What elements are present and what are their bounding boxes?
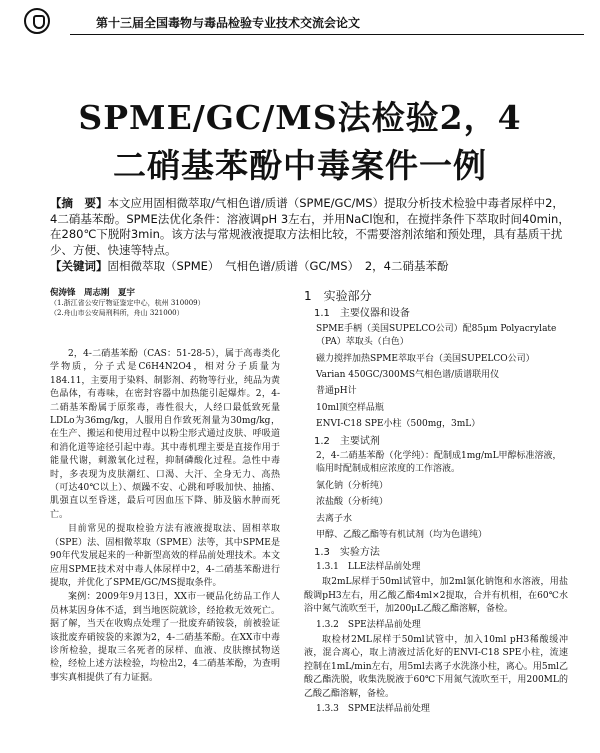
list-item: 浓盐酸（分析纯） — [316, 497, 389, 508]
list-item: 10ml顶空样品瓶 — [316, 402, 384, 413]
paper-title-line2: 二硝基苯酚中毒案件一例 — [113, 146, 487, 185]
body-paragraph: 目前常见的提取检验方法有液液提取法、固相萃取（SPE）法、固相微萃取（SPME）法等，其中SPME是90年代发展起来的一种新型高效的样品前处理技术。本文应用SPME技术对中毒人体尿样中2，4-二硝基苯酚进行提取，并优化了SPME/GC/MS提取条件。 — [50, 524, 280, 588]
list-item: 氯化钠（分析纯） — [316, 480, 389, 491]
abstract-text: 本文应用固相微萃取/气相色谱/质谱（SPME/GC/MS）提取分析技术检验中毒者尿样中2，4二硝基苯酚。SPME法优化条件：溶液调pH 3左右，并用NaCl饱和，在搅拌条件下萃取时间40min，在280℃下脱附3min。该方法与常规液液提取方法相比较，不需要溶剂浓缩和预处理，具有基质干扰少、方便、快速等特点。 — [50, 196, 570, 257]
subsection-heading: 1.3 实验方法 — [314, 546, 380, 558]
list-item: SPME手柄（美国SUPELCO公司）配85μm Polyacrylate（PA）萃取头（白色） — [316, 323, 557, 348]
keywords-tag: 【关键词】 — [50, 259, 108, 273]
seal-logo-icon — [24, 8, 50, 34]
subsection-heading: 1.1 主要仪器和设备 — [314, 308, 410, 320]
right-column — [304, 290, 568, 718]
body-paragraph: 2，4-二硝基苯酚（CAS：51-28-5），属于高毒类化学物质，分子式是C6H4N2O4，相对分子质量为184.11，主要用于染料、制影剂、药物等行业，纯品为黄色晶体，有毒味，在密封容器中加热能引起爆炸。2，4-二硝基苯酚属于原浆毒，毒性很大，人经口最低致死量LDLo为36mg/kg，人服用自作致死剂量为30mg/kg，在生产、搬运和使用过程中以粉尘形式通过皮肤、呼吸道和消化道等途径引起中毒。其中毒机理主要是直接作用于能量代谢，刺激氧化过程，抑制磷酸化过程。急性中毒时，多表现为皮肤潮红、口渴、大汗、全身无力、高热（可达40℃以上）、烦躁不安、心跳和呼吸加快、抽搐、肌强直以至昏迷，最后可因血压下降、肺及脑水肿而死亡。 — [50, 349, 280, 520]
body-paragraph: 取检材2ML尿样于50ml试管中，加入10ml pH3稀酸缓冲液，混合离心，取上清液过活化好的ENVI-C18 SPE小柱，流速控制在1mL/min左右，用5ml去离子水洗涤小柱，离心。用5ml乙酸乙酯洗脱，收集洗脱液于60℃下用氮气流吹至干，用200ML的乙酸乙酯溶解，备检。 — [304, 634, 568, 699]
keywords — [50, 258, 570, 274]
section-heading: 1 实验部分 — [304, 289, 372, 303]
author-block — [50, 288, 280, 318]
affiliation-1: （1.浙江省公安厅物证鉴定中心，杭州 310009） — [50, 299, 205, 307]
subsubsection-heading: 1.3.3 SPME法样品前处理 — [316, 703, 430, 714]
paper-title-line1: SPME/GC/MS法检验2，4 — [78, 98, 522, 137]
list-item: 磁力搅拌加热SPME萃取平台（美国SUPELCO公司） — [316, 353, 535, 364]
keywords-text: 固相微萃取（SPME） 气相色谱/质谱（GC/MS） 2，4二硝基苯酚 — [107, 259, 449, 273]
authors: 倪涛锋 周志刚 夏宇 — [50, 288, 136, 298]
header-divider — [70, 34, 584, 35]
subsection-heading: 1.2 主要试剂 — [314, 435, 380, 447]
body-paragraph: 案例：2009年9月13日，XX市一硬品化纺品工作人员林某因身体不适，到当地医院就诊，经抢救无效死亡。据了解，当天在收购点处理了一批废弃硝铵袋，前被验证该批废弃硝铵袋的来源为2，4-二硝基苯酚。在XX市中毒诊所检验，提取三名死者的尿样、血液、皮肤擦拭物送检，经检上述方法检验，均检出2，4二硝基苯酚，为查明事实真相提供了有力证据。 — [50, 592, 280, 683]
list-item: 去离子水 — [316, 513, 353, 524]
left-column — [50, 288, 280, 686]
subsubsection-heading: 1.3.1 LLE法样品前处理 — [316, 561, 421, 572]
subsubsection-heading: 1.3.2 SPE法样品前处理 — [316, 619, 421, 630]
body-paragraph: 取2mL尿样于50ml试管中，加2ml氯化钠饱和水溶液，用盐酸调pH3左右，用乙酸乙酯4ml×2提取，合并有机相，在60℃水浴中氮气流吹至干，加200μL乙酸乙酯溶解，备检。 — [304, 577, 568, 615]
running-header — [18, 8, 584, 38]
list-item: ENVI-C18 SPE小柱（500mg，3mL） — [316, 419, 481, 430]
list-item: 普通pH计 — [316, 386, 357, 397]
list-item: Varian 450GC/300MS气相色谱/质谱联用仪 — [316, 370, 500, 381]
list-item: 甲醇、乙酸乙酯等有机试剂（均为色谱纯） — [316, 530, 488, 541]
affiliation-2: （2.舟山市公安局刑科所，舟山 321000） — [50, 309, 184, 317]
header-title: 第十三届全国毒物与毒品检验专业技术交流会论文 — [96, 16, 361, 30]
list-item: 2，4-二硝基苯酚（化学纯）：配制成1mg/mL甲醇标准溶液，临用时配制成相应浓度的工作溶液。 — [316, 451, 562, 475]
abstract — [50, 196, 570, 258]
abstract-tag: 【摘 要】 — [50, 196, 108, 210]
